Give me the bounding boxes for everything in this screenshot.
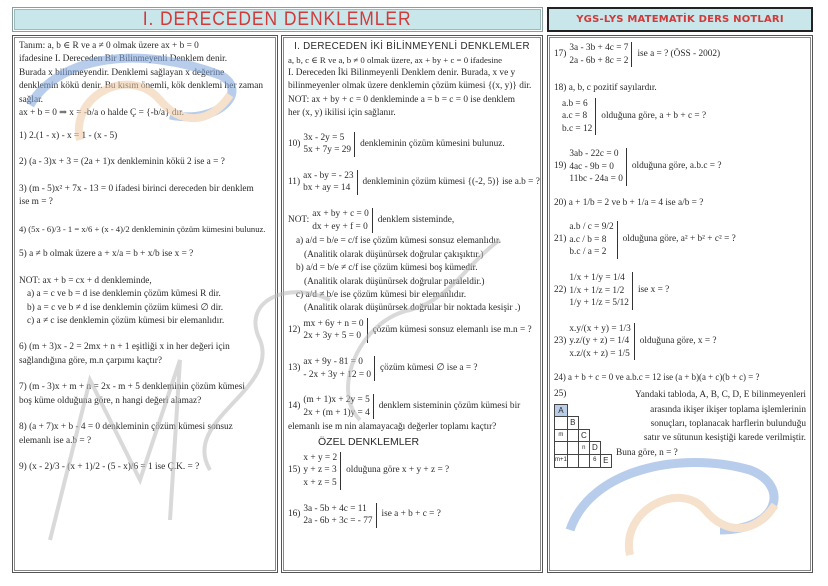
note-title: NOT: ax + b = cx + d denkleminde, [19,275,152,286]
question-19: 19) 3ab - 22c = 0 4ac - 9b = 0 11bc - 24a = 0 olduğuna göre, a.b.c = ? [554,149,722,185]
question-12: 12) mx + 6y + n = 0 2x + 3y + 5 = 0 çözüm kümesi sonsuz elemanlı ise m.n = ? [288,318,532,342]
note-item: b) a/d = b/e ≠ c/f ise çözüm kümesi boş kümedir. [296,263,478,274]
note-item: (Analitik olarak düşünürsek doğrular çakışıktır.) [304,249,484,260]
page-title-banner [12,7,543,32]
section-title: I. DERECEDEN İKİ BİLİNMEYENLİ DENKLEMLER [294,41,530,52]
question-5: 5) a ≠ b olmak üzere a + x/a = b + x/b ise x = ? [19,249,194,260]
question-7: 7) (m - 3)x + m + n = 2x - m + 5 denkleminin çözüm kümesi [19,382,245,393]
question-13: 13) ax + 9y - 81 = 0 - 2x + 3y + 12 = 0 çözüm kümesi ∅ ise a = ? [288,357,478,380]
question-9: 9) (x - 2)/3 - (x + 1)/2 - (5 - x)/6 = 1 ise Ç.K. = ? [19,462,200,473]
question-4: 4) (5x - 6)/3 - 1 = x/6 + (x - 4)/2 denkleminin çözüm kümesini bulunuz. [19,223,266,234]
question-21: 21) a.b / c = 9/2 a.c / b = 8 b.c / a = 2 olduğuna göre, a² + b² + c² = ? [554,222,736,258]
question-7-cont: boş küme olduğuna göre, n hangi değeri alamaz? [19,395,202,406]
column-special-equations [547,35,813,573]
definition-line: her (x, y) ikilisi için sağlanır. [288,108,396,119]
subtitle-banner [547,7,813,32]
definition-line: bilinmeyenler olmak üzere denklemin çözüm kümesi {(x, y)} dir. [288,81,532,92]
question-15: 15) x + y = 2 y + z = 3 x + z = 5 olduğuna göre x + y + z = ? [288,452,450,488]
definition-line: Tanım: a, b ∈ R ve a ≠ 0 olmak üzere ax + b = 0 [19,41,199,51]
question-8-cont: elemanlı ise a.b = ? [19,435,92,446]
note-system: NOT: ax + by + c = 0 dx + ey + f = 0 denklem sisteminde, [288,209,455,232]
question-24: 24) a + b + c = 0 ve a.b.c = 12 ise (a + b)(a + c)(b + c) = ? [554,372,760,383]
note-item: (Analitik olarak düşünürsek doğrular paraleldir.) [304,276,485,287]
page-title: I. DERECEDEN DENKLEMLER [143,8,412,30]
question-8: 8) (a + 7)x + b - 4 = 0 denkleminin çözüm kümesi sonsuz [19,422,233,433]
question-16: 16) 3a - 5b + 4c = 11 2a - 6b + 3c = - 77 ise a + b + c = ? [288,503,441,527]
page-subtitle: YGS-LYS MATEMATİK DERS NOTLARI [576,14,784,25]
note-item: a) a = c ve b = d ise denklemin çözüm kümesi R dir. [27,289,221,300]
question-14: 14) (m + 1)x + 2y = 5 2x + (m + 1)y = 4 denklem sisteminin çözüm kümesi bir [288,395,521,418]
question-2: 2) (a - 3)x + 3 = (2a + 1)x denkleminin kökü 2 ise a = ? [19,157,225,168]
question-25-number: 25) [554,389,567,400]
column-one-variable [12,35,278,573]
question-17: 17) 3a - 3b + 4c = 7 2a - 6b + 8c = 2 ise a = ? (ÖSS - 2002) [554,43,721,66]
question-6-cont: sağlandığına göre, m.n çarpımı kaçtır? [19,355,163,366]
definition-line: Burada x bilinmeyendir. Denklemi sağlayan x değerine [19,67,225,78]
column-two-variable [281,35,543,573]
question-14-cont: elemanlı ise m nin alamayacağı değerler toplamı kaçtır? [288,422,497,433]
question-22: 22) 1/x + 1/y = 1/4 1/x + 1/z = 1/2 1/y + 1/z = 5/12 ise x = ? [554,272,670,309]
definition-line: a, b, c ∈ R ve a, b ≠ 0 olmak üzere, ax + by + c = 0 ifadesine [288,55,503,66]
definition-line: I. Dereceden İki Bilinmeyenli Denklem denir. Burada, x ve y [288,67,516,78]
question-18: 18) a, b, c pozitif sayılardır. [554,83,657,94]
definition-line: ifadesine I. Dereceden Bir Bilinmeyenli Denklem denir. [19,54,228,65]
question-3: 3) (m - 5)x² + 7x - 13 = 0 ifadesi birinci dereceden bir denklem [19,183,254,194]
section-title-special: ÖZEL DENKLEMLER [318,435,420,448]
question-1: 1) 2.(1 - x) - x = 1 - (x - 5) [19,130,118,141]
sum-table: A B m C n D m+1 6 E [554,404,612,468]
note-item: (Analitik olarak düşünürsek doğrular bir noktada kesişir .) [304,303,521,314]
question-20: 20) a + 1/b = 2 ve b + 1/a = 4 ise a/b = ? [554,197,704,208]
question-3-cont: ise m = ? [19,197,53,208]
question-25: 25) A B m C n D m+1 6 E Yandaki tabloda, A, B, C, D, E bilinmeyenleri arasında ikişer ikişer toplama işlemlerinin sonuçları, toplanacak harflerin bulunduğu satır ve sütunun kesiştiği karede verilmiştir. Buna göre, n = ? [554,388,806,467]
definition-line: NOT: ax + by + c = 0 denkleminde a = b = c = 0 ise denklem [288,94,515,105]
question-23: 23) x.y/(x + y) = 1/3 y.z/(y + z) = 1/4 x.z/(x + z) = 1/5 olduğuna göre, x = ? [554,323,717,359]
note-item: a) a/d = b/e = c/f ise çözüm kümesi sonsuz elemanlıdır. [296,236,501,247]
question-11: 11) ax - by = - 23 bx + ay = 14 denkleminin çözüm kümesi {(-2, 5)} ise a.b = ? [288,170,540,194]
definition-line: denklemin kökü denir. Bu kısım önemli, kök denklemi her zaman [19,81,263,92]
definition-line: sağlar. [19,94,44,105]
question-6: 6) (m + 3)x - 2 = 2mx + n + 1 eşitliği x in her değeri için [19,342,230,353]
note-item: c) a ≠ c ise denklemin çözüm kümesi bir elemanlıdır. [27,316,225,327]
question-18-system: a.b = 6 a.c = 8 b.c = 12 olduğuna göre, a + b + c = ? [562,98,707,134]
definition-formula: ax + b = 0 ⇒ x = -b/a o halde Ç = {-b/a} dır. [19,108,184,119]
question-10: 10) 3x - 2y = 5 5x + 7y = 29 denkleminin çözüm kümesini bulunuz. [288,132,505,156]
note-item: b) a = c ve b ≠ d ise denklemin çözüm kümesi ∅ dir. [27,302,224,313]
note-item: c) a/d ≠ b/e ise çözüm kümesi bir elemanlıdır. [296,289,467,300]
